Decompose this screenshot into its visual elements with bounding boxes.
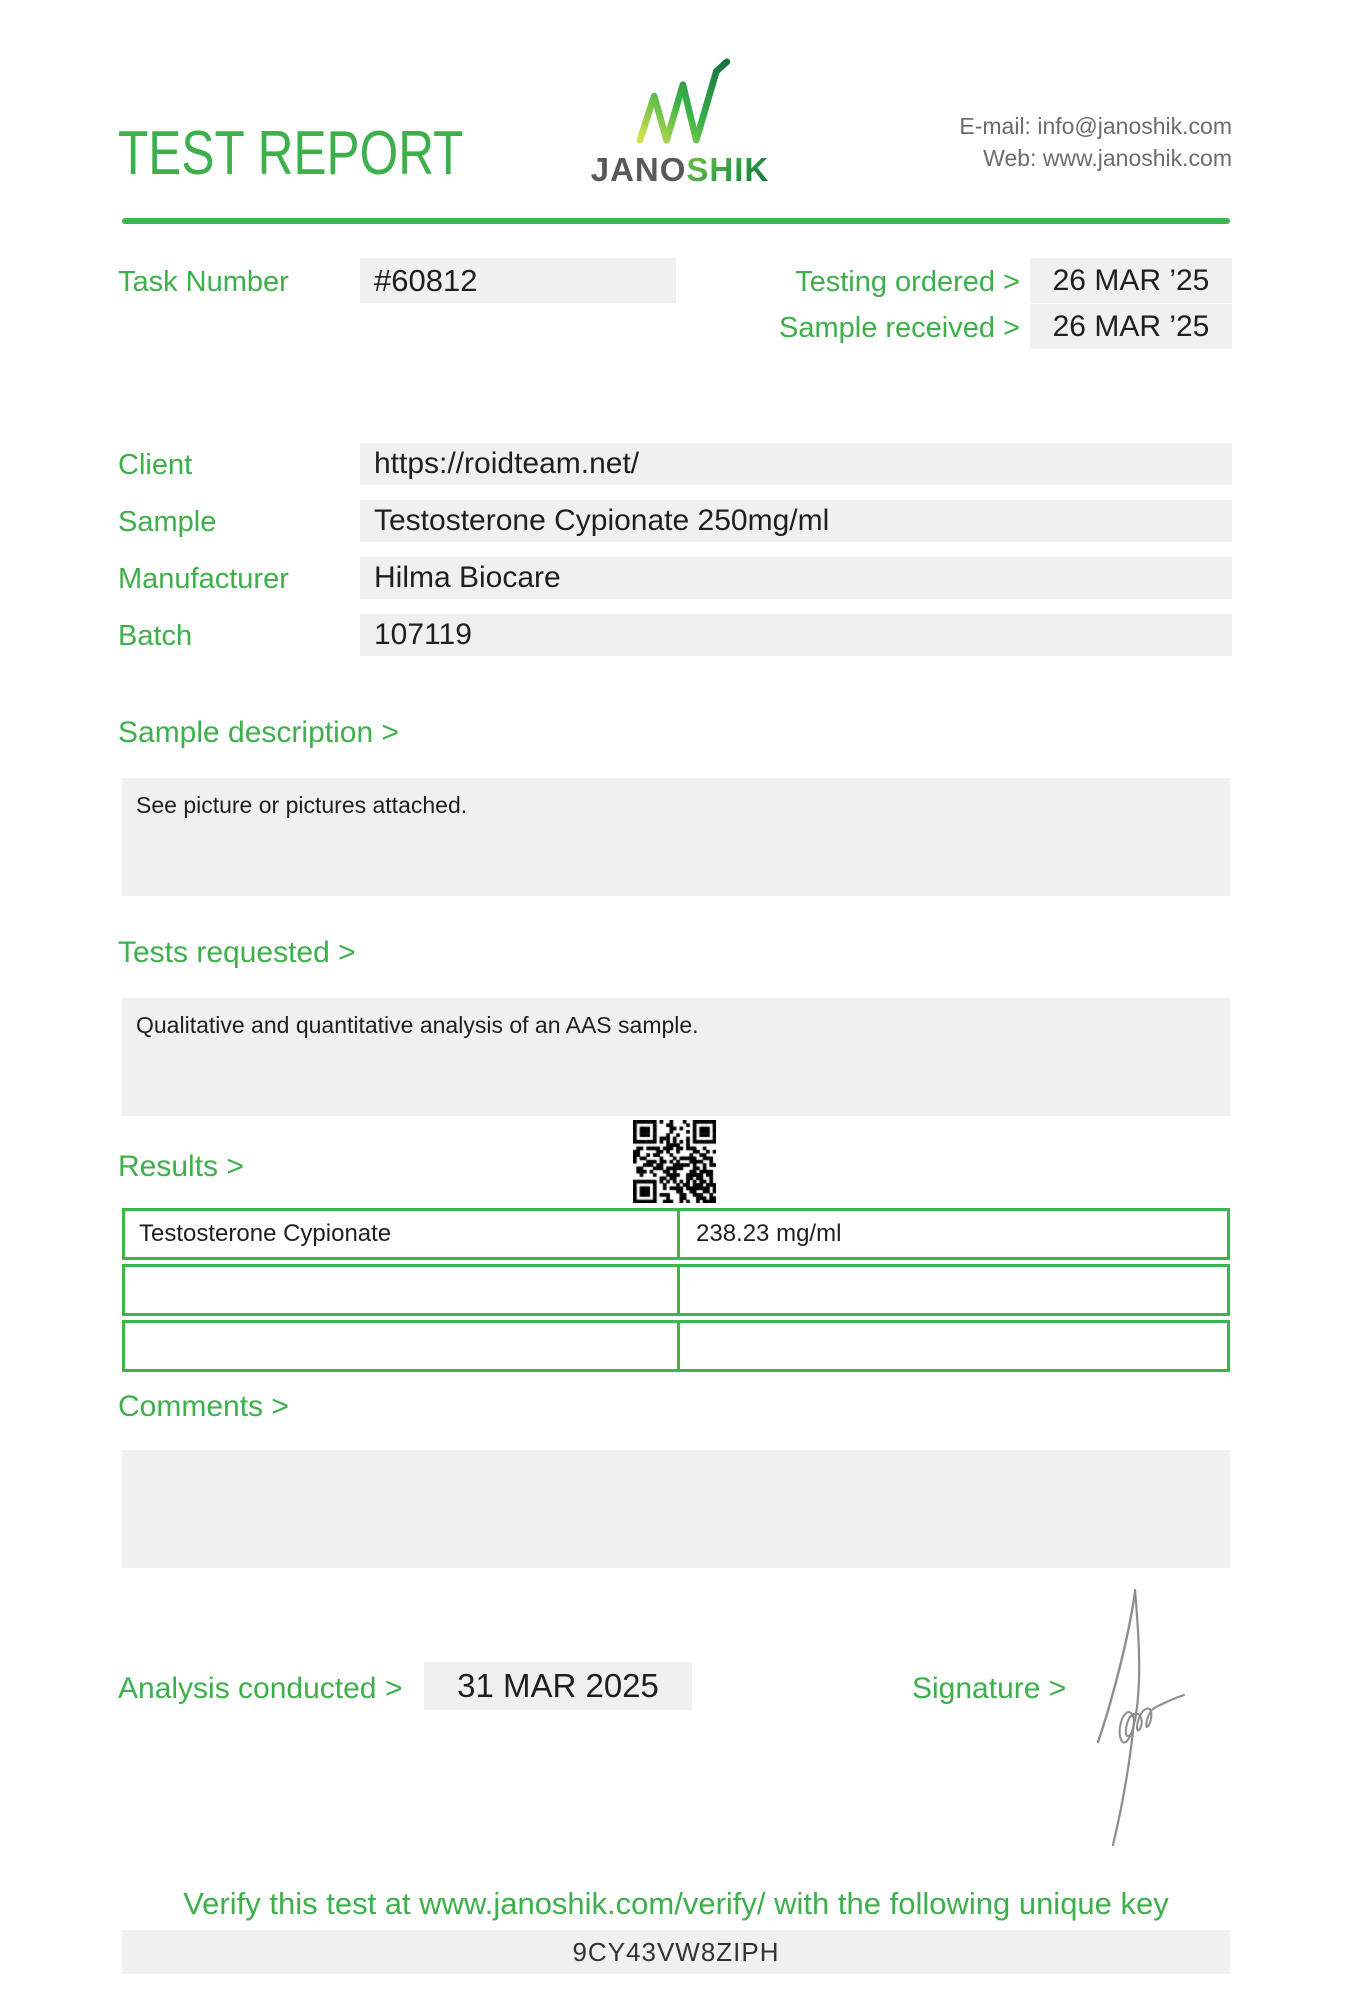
testing-ordered-label: Testing ordered >	[795, 266, 1020, 298]
results-table	[122, 1208, 1230, 1376]
comments-text	[122, 1450, 1230, 1464]
sample-received-label: Sample received >	[779, 312, 1020, 344]
batch-label: Batch	[118, 620, 193, 652]
result-substance: Testosterone Cypionate	[125, 1211, 680, 1257]
contact-email: E-mail: info@janoshik.com	[959, 113, 1232, 139]
verify-key-field	[122, 1930, 1230, 1974]
result-concentration: 238.23 mg/ml	[696, 1220, 842, 1247]
sample-label: Sample	[118, 506, 217, 538]
table-row	[122, 1208, 1230, 1260]
manufacturer-value: Hilma Biocare	[374, 561, 561, 594]
contact-web: Web: www.janoshik.com	[983, 145, 1232, 171]
table-row	[122, 1320, 1230, 1372]
analysis-conducted-label: Analysis conducted >	[118, 1672, 403, 1705]
table-row	[122, 1264, 1230, 1316]
sample-field	[360, 500, 1232, 542]
result-substance	[125, 1267, 680, 1313]
contact-info	[959, 110, 1232, 174]
logo-text-gray: JANO	[590, 151, 687, 188]
analysis-date-value: 31 MAR 2025	[457, 1667, 659, 1704]
client-field	[360, 443, 1232, 485]
verify-instruction: Verify this test at www.janoshik.com/verify/ with the following unique key	[183, 1886, 1169, 1921]
sample-description-text: See picture or pictures attached.	[136, 792, 468, 818]
task-number-value: #60812	[374, 263, 478, 298]
sample-received-field	[1030, 304, 1232, 349]
sample-received-date: 26 MAR ’25	[1052, 310, 1210, 343]
task-number-field	[360, 258, 676, 303]
manufacturer-field	[360, 557, 1232, 599]
tests-requested-text: Qualitative and quantitative analysis of an AAS sample.	[136, 1012, 699, 1038]
result-substance	[125, 1323, 680, 1369]
comments-box	[122, 1450, 1230, 1568]
manufacturer-label: Manufacturer	[118, 563, 289, 595]
sample-description-heading: Sample description >	[118, 716, 399, 749]
client-value: https://roidteam.net/	[374, 447, 640, 480]
testing-ordered-date: 26 MAR ’25	[1052, 264, 1210, 297]
chart-logo-icon	[628, 58, 732, 144]
qr-code	[633, 1120, 716, 1203]
comments-heading: Comments >	[118, 1390, 289, 1423]
task-number-label: Task Number	[118, 266, 289, 298]
logo-wordmark	[590, 151, 770, 189]
verify-key-value: 9CY43VW8ZIPH	[572, 1937, 780, 1967]
result-concentration	[680, 1323, 1227, 1369]
results-heading: Results >	[118, 1150, 244, 1183]
batch-field	[360, 614, 1232, 656]
signature-image	[1072, 1582, 1212, 1852]
tests-requested-box	[122, 998, 1230, 1116]
testing-ordered-field	[1030, 258, 1232, 303]
janoshik-logo	[590, 58, 770, 189]
tests-requested-heading: Tests requested >	[118, 936, 356, 969]
analysis-date-field	[424, 1662, 692, 1710]
batch-value: 107119	[374, 618, 472, 651]
header-divider	[122, 218, 1230, 224]
signature-label: Signature >	[912, 1672, 1067, 1705]
logo-text-green: SHIK	[686, 151, 770, 188]
sample-description-box	[122, 778, 1230, 896]
result-concentration	[680, 1267, 1227, 1313]
sample-value: Testosterone Cypionate 250mg/ml	[374, 504, 830, 537]
page-title: TEST REPORT	[118, 119, 464, 188]
client-label: Client	[118, 449, 193, 481]
